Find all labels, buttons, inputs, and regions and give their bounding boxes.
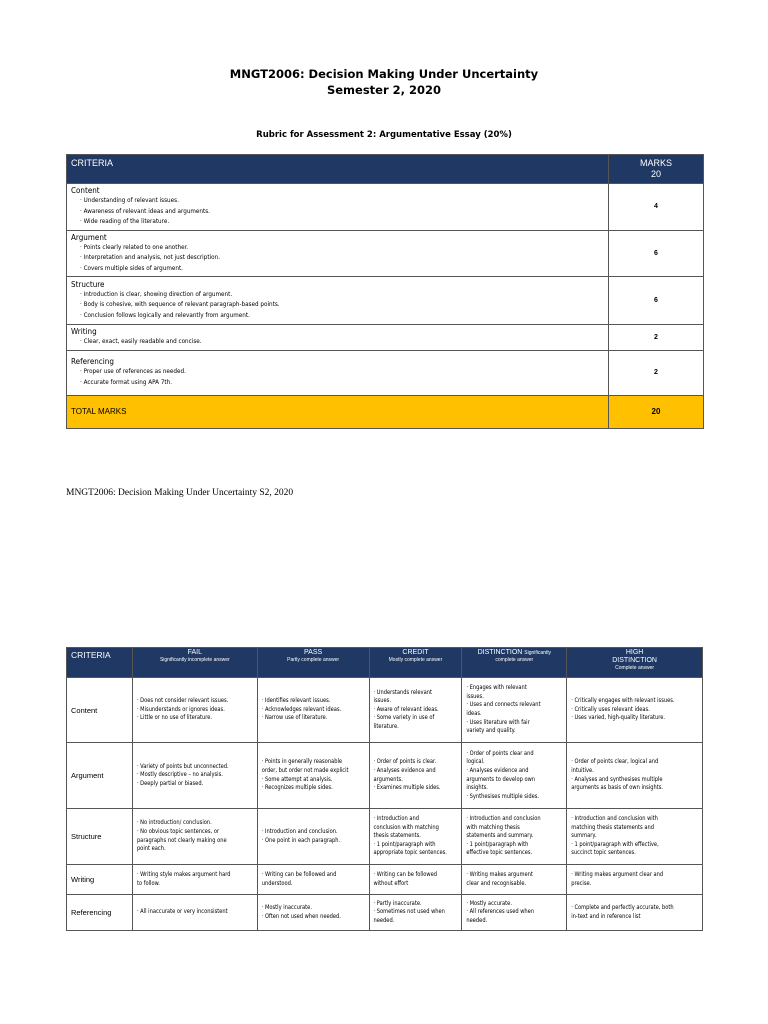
descriptor-line: · Introduction and conclusion with [571,816,658,823]
descriptor-line: issues. [466,693,484,700]
descriptor-line: variety and quality. [466,728,516,735]
descriptor-line: arguments. [373,776,403,783]
page-footer: MNGT2006: Decision Making Under Uncertainty S2, 2020 [66,488,294,498]
grade-descriptor-cell [462,809,567,865]
descriptor-line: · Introduction and [373,816,419,823]
criteria-name: Content [71,186,100,195]
criteria-bullet: · Points clearly related to one another. [80,243,189,251]
descriptor-line: · Order of points clear and [466,750,534,757]
descriptor-line: · Little or no use of literature. [136,715,212,722]
grade-distinction-header [462,648,567,678]
criteria-bullet: · Awareness of relevant ideas and arguments. [80,207,210,215]
criteria-cell [67,350,609,395]
grade-credit-header [369,648,462,678]
grade-descriptor-cell [257,743,369,809]
descriptor-line: · Partly inaccurate. [373,900,422,907]
criteria-marks: 2 [609,325,704,351]
criteria-name: Writing [71,327,97,336]
marks-header-label: MARKS [639,158,672,168]
descriptor-line: · No obvious topic sentences, or [136,828,220,835]
descriptor-line: · Does not consider relevant issues. [136,698,229,705]
descriptor-line: · Variety of points but unconnected. [136,763,229,770]
descriptor-line: clear and recognisable. [466,880,527,887]
grade-row-name: Referencing [67,895,133,931]
descriptor-line: without effort [373,880,409,887]
grade-inline-desc: Significantly [524,650,551,656]
marks-header-total: 20 [650,169,661,179]
criteria-bullet: · Understanding of relevant issues. [80,197,179,204]
descriptor-line: · Uses varied, high-quality literature. [571,715,666,722]
descriptor-line: · 1 point/paragraph with [466,841,529,848]
criteria-marks: 4 [609,184,704,231]
descriptor-line: · Critically uses relevant ideas. [571,706,650,713]
descriptor-line: · Uses literature with fair [466,719,530,726]
descriptor-line: · Acknowledges relevant ideas. [261,706,342,713]
descriptor-line: · Engages with relevant [466,685,527,692]
descriptor-line: · All references used when [466,909,535,916]
grade-descriptor-cell [257,865,369,895]
descriptor-line: effective topic sentences. [466,850,533,857]
descriptor-line: · 1 point/paragraph with effective, [571,841,659,848]
grade-table-header [67,648,703,678]
grade-descriptor-cell [369,809,462,865]
descriptor-line: · Analyses evidence and [466,767,529,774]
descriptor-line: · Critically engages with relevant issues. [571,698,675,705]
descriptor-line: · Mostly accurate. [466,900,512,907]
grade-descriptor-cell [257,809,369,865]
descriptor-line: · Misunderstands or ignores ideas. [136,706,225,713]
descriptor-line: · Writing makes argument [466,871,533,878]
descriptor-line: · Analyses evidence and [373,767,436,774]
descriptor-line: in-text and in reference list [571,913,641,920]
criteria-header: CRITERIA [67,155,609,184]
grade-desc: Mostly complete answer [388,657,443,663]
descriptor-line: · Sometimes not used when [373,909,445,916]
marks-table-header [67,155,704,184]
descriptor-line: · Understands relevant [373,689,432,696]
grade-name: CREDIT [402,649,429,656]
grade-desc: Complete answer [615,665,655,671]
descriptor-line: · Synthesises multiple sides. [466,793,540,800]
descriptor-line: issues. [373,698,391,705]
descriptor-line: logical. [466,759,485,766]
descriptor-line: paragraphs not clearly making one [136,837,227,844]
grade-row-name: Content [67,678,133,743]
criteria-marks: 6 [609,230,704,277]
descriptor-line: · Uses and connects relevant [466,702,541,709]
descriptor-line: arguments to develop own [466,776,536,783]
descriptor-line: succinct topic sentences. [571,850,636,857]
grade-descriptor-cell [369,865,462,895]
criteria-bullet: · Conclusion follows logically and relevantly from argument. [80,311,250,319]
descriptor-line: conclusion with matching [373,824,439,831]
grade-descriptor-cell [132,809,257,865]
criteria-row-referencing [67,350,704,395]
grade-row-argument [67,743,703,809]
criteria-bullet: · Clear, exact, easily readable and concise. [80,338,202,345]
descriptor-line: · Order of points is clear. [373,759,437,766]
descriptor-line: · 1 point/paragraph with [373,841,436,848]
grade-name: DISTINCTION [477,649,523,656]
criteria-cell [67,325,609,351]
criteria-bullet: · Wide reading of the literature. [80,218,170,225]
descriptor-line: · Aware of relevant ideas. [373,706,439,713]
descriptor-line: · Identifies relevant issues. [261,698,331,705]
descriptor-line: thesis statements. [373,833,421,840]
criteria-marks: 2 [609,350,704,395]
marks-rubric-table [66,154,704,429]
grade-row-writing [67,865,703,895]
rubric-subtitle: Rubric for Assessment 2: Argumentative Essay (20%) [256,130,512,140]
descriptor-line: statements and summary. [466,833,534,840]
descriptor-line: · Narrow use of literature. [261,715,328,722]
descriptor-line: · Writing makes argument clear and [571,871,664,878]
grade-descriptor-cell [132,678,257,743]
descriptor-line: needed. [373,917,395,924]
descriptor-line: · Analyses and synthesises multiple [571,776,663,783]
grade-row-name: Structure [67,809,133,865]
criteria-row-argument [67,230,704,277]
grade-descriptor-cell [257,895,369,931]
descriptor-line: arguments as basis of own insights. [571,785,663,792]
grade-desc: Significantly incomplete answer [159,657,230,663]
descriptor-line: · Mostly descriptive – no analysis. [136,772,223,779]
criteria-cell [67,230,609,277]
descriptor-line: · All inaccurate or very inconsistent [136,909,228,916]
descriptor-line: · Recognizes multiple sides. [261,785,333,792]
criteria-name: Referencing [71,357,114,366]
criteria-name: Argument [71,232,107,242]
criteria-row-structure [67,277,704,325]
criteria-bullet: · Covers multiple sides of argument. [80,264,183,272]
descriptor-line: · Mostly inaccurate. [261,904,312,911]
descriptor-line: · Introduction and conclusion [466,816,541,823]
total-marks-value: 20 [609,395,704,428]
descriptor-line: insights. [466,785,488,792]
grade-row-structure [67,809,703,865]
descriptor-line: · Some attempt at analysis. [261,776,333,783]
descriptor-line: precise. [571,880,592,887]
grade-descriptor-cell [462,743,567,809]
criteria-name: Structure [71,279,105,289]
descriptor-line: · Often not used when needed. [261,913,341,920]
grade-row-name: Writing [67,865,133,895]
grade-descriptor-cell [369,743,462,809]
descriptor-line: appropriate topic sentences. [373,850,447,857]
grade-descriptor-cell [567,865,703,895]
grade-descriptor-cell [132,743,257,809]
grade-criteria-header: CRITERIA [67,648,133,678]
grade-descriptor-cell [567,895,703,931]
total-marks-row [67,395,704,428]
grade-descriptor-table [66,647,703,931]
grade-row-referencing [67,895,703,931]
criteria-cell [67,277,609,325]
descriptor-line: · Introduction and conclusion. [261,828,338,835]
document-semester: Semester 2, 2020 [326,83,442,97]
descriptor-line: · Order of points clear, logical and [571,759,659,766]
descriptor-line: · Writing can be followed [373,871,437,878]
grade-name: PASS [304,649,323,656]
descriptor-line: · Some variety in use of [373,715,435,722]
descriptor-line: understood. [261,880,293,887]
descriptor-line: order, but order not made explicit [261,767,349,774]
grade-row-name: Argument [67,743,133,809]
criteria-cell [67,184,609,231]
criteria-row-content [67,184,704,231]
grade-descriptor-cell [132,895,257,931]
criteria-marks: 6 [609,277,704,325]
descriptor-line: · Writing style makes argument hard [136,871,231,878]
criteria-bullet: · Interpretation and analysis, not just description. [80,254,221,261]
criteria-bullet: · Introduction is clear, showing direction of argument. [80,290,233,298]
grade-descriptor-cell [567,743,703,809]
descriptor-line: intuitive. [571,767,594,774]
descriptor-line: · Deeply partial or biased. [136,780,204,787]
total-marks-label: TOTAL MARKS [67,395,609,428]
grade-name: FAIL [187,649,203,656]
descriptor-line: literature. [373,723,399,730]
descriptor-line: needed. [466,917,488,924]
grade-descriptor-cell [462,895,567,931]
descriptor-line: · Examines multiple sides. [373,785,441,792]
descriptor-line: to follow. [136,880,160,887]
criteria-bullet: · Body is cohesive, with sequence of relevant paragraph-based points. [80,301,280,309]
grade-descriptor-cell [567,678,703,743]
grade-descriptor-cell [369,678,462,743]
document-title: MNGT2006: Decision Making Under Uncertainty [229,67,539,81]
grade-descriptor-cell [132,865,257,895]
marks-header [609,155,704,184]
grade-descriptor-cell [462,865,567,895]
grade-pass-header [257,648,369,678]
grade-descriptor-cell [462,678,567,743]
grade-desc: Partly complete answer [287,657,340,663]
descriptor-line: matching thesis statements and [571,824,654,831]
descriptor-line: ideas. [466,711,482,717]
criteria-bullet: · Accurate format using APA 7th. [80,378,173,386]
descriptor-line: · Writing can be followed and [261,871,337,878]
grade-desc: complete answer [495,657,534,663]
grade-name-line1: HIGH [625,649,644,656]
grade-row-content [67,678,703,743]
criteria-bullet: · Proper use of references as needed. [80,368,186,375]
descriptor-line: with matching thesis [466,824,520,831]
criteria-row-writing [67,325,704,351]
descriptor-line: point each. [136,846,166,853]
grade-descriptor-cell [369,895,462,931]
descriptor-line: · No introduction/ conclusion. [136,820,212,827]
descriptor-line: · Complete and perfectly accurate, both [571,904,674,911]
grade-high-distinction-header [567,648,703,678]
grade-descriptor-cell [567,809,703,865]
grade-name-line2: DISTINCTION [612,657,657,664]
descriptor-line: · Points in generally reasonable [261,759,343,766]
descriptor-line: · One point in each paragraph. [261,837,341,844]
descriptor-line: summary. [571,833,597,840]
grade-fail-header [132,648,257,678]
grade-descriptor-cell [257,678,369,743]
